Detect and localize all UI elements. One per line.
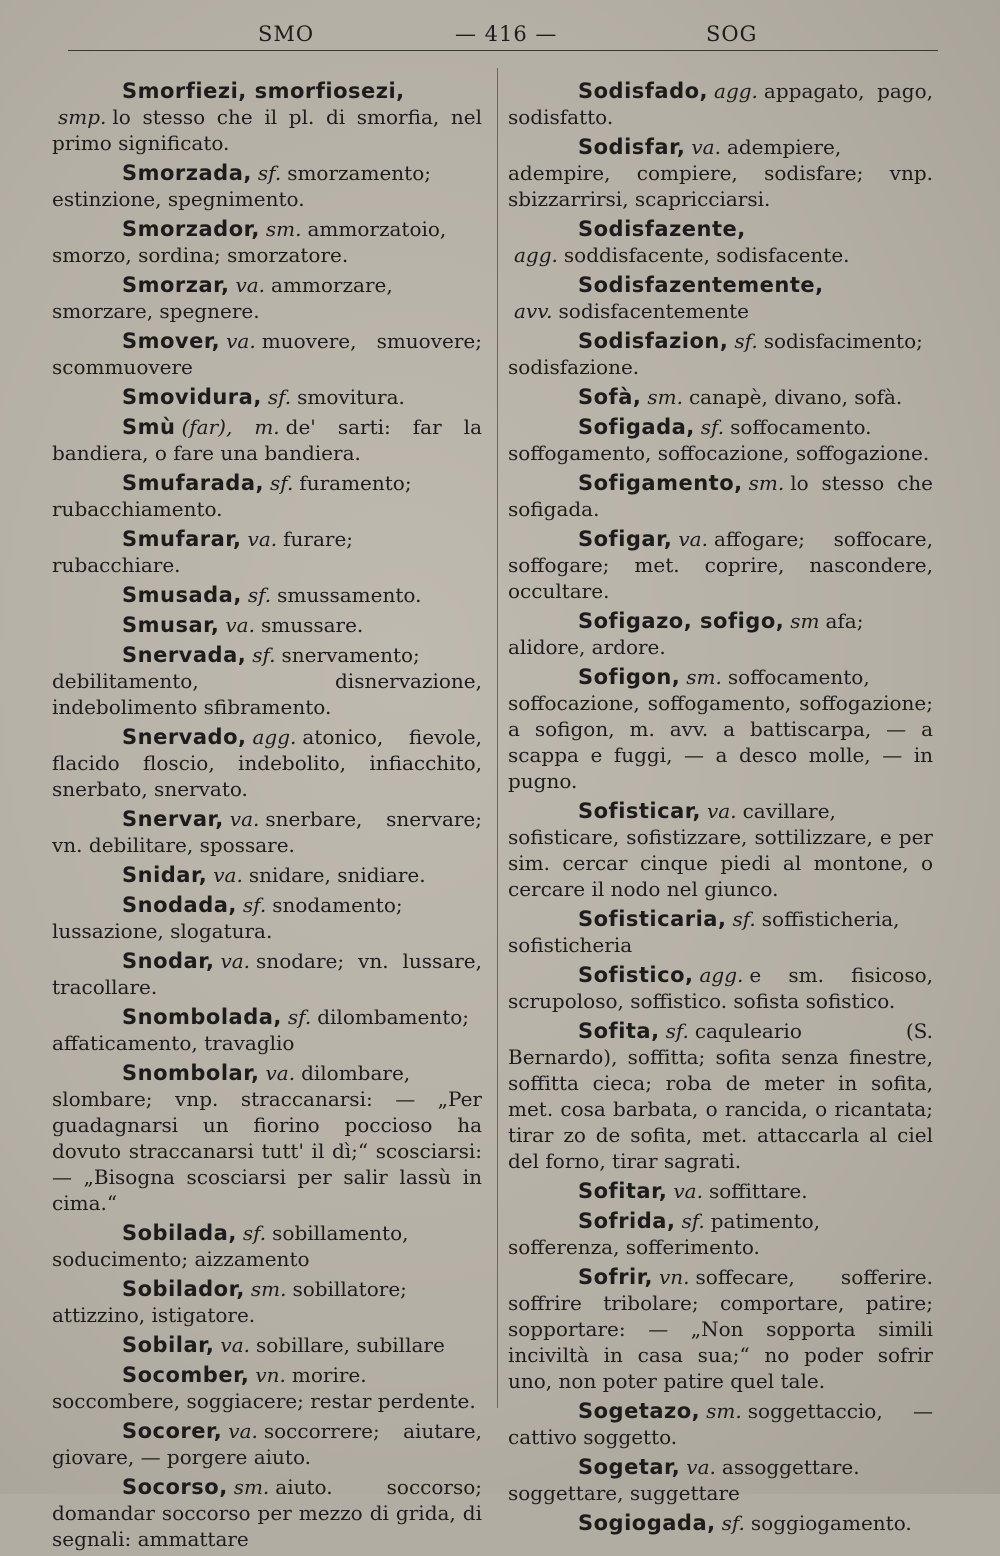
headword: Sogetazo, [578,1399,701,1423]
dictionary-entry [52,272,482,324]
definition: ammorzare, smorzare, spegnere. [52,273,393,323]
headword: Smorfiezi, smorfiosezi, [122,79,405,103]
definition: soffecare, sofferire. soffrire tribolare; comportare, patire; sopportare: — „Non sopporta simili inciviltà in casa sua;“ no poder sofrir uno, non poter patire quel tale. [508,1265,933,1393]
definition: de' sarti: far la bandiera, o fare una bandiera. [52,415,482,465]
definition: cavillare, sofisticare, sofistizzare, sottilizzare, e per sim. cercar cinque piedi al montone, o cercare il nodo nel giunco. [508,799,933,901]
dictionary-entry [508,906,933,958]
definition: snervamento; debilitamento, disnervazione, indebolimento sfibramento. [52,643,482,719]
grammar-label: sf. [700,415,725,439]
dictionary-entry [52,642,482,720]
dictionary-entry [52,328,482,380]
dictionary-entry [52,1220,482,1272]
headword: Sodisfado, [578,79,709,103]
grammar-label: va. [213,863,243,887]
dictionary-entry [52,724,482,802]
grammar-label: sf. [242,1221,267,1245]
dictionary-entry [52,862,482,888]
dictionary-entry [52,1474,482,1552]
definition: appagato, pago, sodisfatto. [508,79,933,129]
grammar-label: va. [220,1333,250,1357]
grammar-label: sm. [686,665,722,689]
headword: Snombolada, [122,1005,282,1029]
grammar-label: sf. [665,1019,689,1043]
dictionary-entry [508,798,933,902]
headword: Smorzador, [122,217,260,241]
grammar-label: agg. [514,243,558,267]
definition: smussamento. [277,583,422,607]
headword: Snodada, [122,893,237,917]
definition: soffittare. [708,1179,808,1203]
headword: Snervar, [122,807,224,831]
definition: soccorrere; aiutare, giovare, — porgere aiuto. [52,1419,482,1469]
dictionary-entry [52,612,482,638]
grammar-label: sm. [706,1399,742,1423]
grammar-label: sm. [250,1277,287,1301]
grammar-label: sf. [287,1005,312,1029]
header-rule [68,50,938,51]
grammar-label: sm. [233,1475,270,1499]
dictionary-entry [508,1510,933,1536]
definition: dilombamento; affaticamento, travaglio [52,1005,470,1055]
grammar-label: sf. [681,1209,705,1233]
grammar-label: sf. [257,161,282,185]
headword: Sofitar, [578,1179,668,1203]
definition: soffocamento. soffogamento, soffocazione, soffogazione. [508,415,930,465]
headword: Smufarar, [122,527,242,551]
grammar-label: sf. [242,893,267,917]
headword: Sofigon, [578,665,681,689]
definition: caquleario (S. Bernardo), soffitta; sofita senza finestre, soffitta cieca; roba de meter in sofita, met. cosa barbata, o rancida, o ricantata; tirar zo de sofita, met. attaccarla al ciel del forno, tirar sagrati. [508,1019,933,1173]
headword: Smovidura, [122,385,262,409]
headword: Sobilada, [122,1221,237,1245]
grammar-label: sf. [252,643,276,667]
headword: Sofigamento, [578,471,743,495]
definition: snerbare, snervare; vn. debilitare, spossare. [52,807,482,857]
definition: snodamento; lussazione, slogatura. [52,893,403,943]
headword: Sobilar, [122,1333,215,1357]
dictionary-entry [52,1418,482,1470]
dictionary-entry [508,134,933,212]
dictionary-entry [508,414,933,466]
dictionary-entry [52,582,482,608]
definition: sodisfacimento; sodisfazione. [508,329,923,379]
headword: Sofisticar, [578,799,701,823]
column-divider [497,68,498,1408]
definition: adempiere, adempire, compiere, sodisfare; vnp. sbizzarrirsi, scapricciarsi. [508,135,933,211]
definition: soffisticheria, sofisticheria [508,907,900,957]
header-left-guide-word: SMO [258,22,315,46]
headword: Sofrida, [578,1209,676,1233]
grammar-label: va. [235,273,266,297]
grammar-label: sm. [748,471,785,495]
dictionary-entry [508,470,933,522]
dictionary-entry [508,1208,933,1260]
dictionary-entry [508,1454,933,1506]
grammar-label: smp. [58,105,107,129]
dictionary-entry [52,470,482,522]
headword: Snombolar, [122,1061,260,1085]
definition: dilombare, slombare; vnp. straccanarsi: — „Per guadagnarsi un fiorino poccioso ha dovuto straccanarsi tutt' il dì;“ scosciarsi: — „Bisogna scosciarsi per salir lassù in cima.“ [52,1061,482,1215]
grammar-label: va. [707,799,737,823]
grammar-label: vn. [255,1363,286,1387]
grammar-label: sf. [267,385,292,409]
dictionary-entry [508,328,933,380]
dictionary-entry [508,1178,933,1204]
definition: lo stesso che il pl. di smorfia, nel primo significato. [52,105,482,155]
definition: sobillare, subillare [256,1333,445,1357]
dictionary-entry [52,216,482,268]
grammar-label: va. [691,135,721,159]
headword: Smufarada, [122,471,264,495]
definition: assoggettare. soggettare, suggettare [508,1455,860,1505]
header-right-guide-word: SOG [706,22,758,46]
grammar-label: sf. [732,907,756,931]
headword: Sofigada, [578,415,695,439]
dictionary-entry [508,608,933,660]
grammar-label: agg. [252,725,297,749]
headword: Sofigazo, sofigo, [578,609,785,633]
headword: Sodisfazion, [578,329,729,353]
definition: affogare; soffocare, soffogare; met. coprire, nascondere, occultare. [508,527,933,603]
headword: Smorzada, [122,161,252,185]
grammar-label: va. [686,1455,716,1479]
headword: Sogiogada, [578,1511,716,1535]
headword: Sodisfar, [578,135,686,159]
grammar-label: sf. [269,471,294,495]
headword: Smù [122,415,176,439]
headword: Sodisfazentemente, [578,273,824,297]
headword: Snodar, [122,949,215,973]
grammar-label: va. [229,807,260,831]
page-header [0,22,1000,58]
definition: snidare, snidiare. [248,863,426,887]
right-column [508,78,933,1540]
definition: morire. soccombere, soggiacere; restar perdente. [52,1363,476,1413]
definition: sobillatore; attizzino, istigatore. [52,1277,407,1327]
headword: Smusada, [122,583,242,607]
grammar-label: va. [678,527,708,551]
grammar-label: agg. [699,963,744,987]
headword: Smorzar, [122,273,230,297]
grammar-label: va. [220,949,251,973]
definition: muovere, smuovere; scommuovere [52,329,482,379]
definition: ammorzatoio, smorzo, sordina; smorzatore. [52,217,447,267]
dictionary-entry [52,1332,482,1358]
definition: soffocamento, soffocazione, soffogamento, soffogazione; a sofigon, m. avv. a battiscarpa, — a scappa e fuggi, — a desco molle, — in pugno. [508,665,933,793]
grammar-label: sf. [734,329,758,353]
dictionary-entry [52,806,482,858]
definition: e sm. fisicoso, scrupoloso, soffistico. sofista sofistico. [508,963,933,1013]
dictionary-entry [52,1276,482,1328]
grammar-label: sm. [265,217,302,241]
dictionary-entry [508,962,933,1014]
grammar-label: va. [247,527,278,551]
grammar-label: vn. [659,1265,690,1289]
dictionary-entry [508,1264,933,1394]
grammar-label: sm. [647,385,683,409]
dictionary-entry [52,160,482,212]
dictionary-entry [508,272,933,324]
dictionary-entry [52,1060,482,1216]
headword: Socomber, [122,1363,250,1387]
definition: afa; alidore, ardore. [508,609,864,659]
headword: Socorer, [122,1419,223,1443]
headword: Snervado, [122,725,247,749]
headword: Sofigar, [578,527,673,551]
grammar-label: va. [228,1419,258,1443]
dictionary-entry [508,526,933,604]
grammar-label: sf. [721,1511,745,1535]
headword: Smusar, [122,613,220,637]
dictionary-entry [52,892,482,944]
definition: furamento; rubacchiamento. [52,471,412,521]
grammar-label: sm [790,609,820,633]
dictionary-entry [508,216,933,268]
headword: Sofà, [578,385,642,409]
dictionary-entry [52,948,482,1000]
headword: Sofisticaria, [578,907,727,931]
grammar-label: va. [225,613,255,637]
headword: Snervada, [122,643,247,667]
definition: soddisfacente, sodisfacente. [563,243,850,267]
dictionary-entry [508,664,933,794]
definition: smorzamento; estinzione, spegnimento. [52,161,431,211]
headword: Sobilador, [122,1277,245,1301]
grammar-label: va. [226,329,256,353]
definition: patimento, sofferenza, sofferimento. [508,1209,821,1259]
definition: smussare. [260,613,364,637]
grammar-label: sf. [247,583,272,607]
headword: Sofistico, [578,963,694,987]
left-column [52,78,482,1556]
headword: Sofrir, [578,1265,653,1289]
dictionary-entry [52,384,482,410]
dictionary-entry [508,384,933,410]
dictionary-entry [52,78,482,156]
dictionary-entry [508,1398,933,1450]
definition: soggettaccio, — cattivo soggetto. [508,1399,933,1449]
headword: Smover, [122,329,221,353]
headword: Sofita, [578,1019,660,1043]
definition: canapè, divano, sofà. [688,385,903,409]
headword: Socorso, [122,1475,228,1499]
dictionary-entry [52,414,482,466]
definition: atonico, fievole, flacido floscio, indebolito, infiacchito, snerbato, snervato. [52,725,482,801]
definition: furare; rubacchiare. [52,527,354,577]
headword: Sodisfazente, [578,217,746,241]
dictionary-entry [52,1004,482,1056]
definition: soggiogamento. [750,1511,912,1535]
definition: lo stesso che sofigada. [508,471,933,521]
definition: sodisfacentemente [558,299,749,323]
grammar-label: agg. [714,79,758,103]
definition: smovitura. [297,385,405,409]
definition: aiuto. soccorso; domandar soccorso per mezzo di grida, di segnali: ammattare [52,1475,482,1551]
dictionary-entry [52,1362,482,1414]
dictionary-entry [508,1018,933,1174]
headword: Snidar, [122,863,208,887]
definition: snodare; vn. lussare, tracollare. [52,949,482,999]
headword: Sogetar, [578,1455,681,1479]
page-number: — 416 — [455,22,558,46]
definition: sobillamento, soducimento; aizzamento [52,1221,409,1271]
grammar-label: va. [673,1179,703,1203]
grammar-label: avv. [514,299,553,323]
dictionary-entry [52,526,482,578]
grammar-label: (far), m. [181,415,280,439]
grammar-label: va. [265,1061,296,1085]
dictionary-entry [508,78,933,130]
